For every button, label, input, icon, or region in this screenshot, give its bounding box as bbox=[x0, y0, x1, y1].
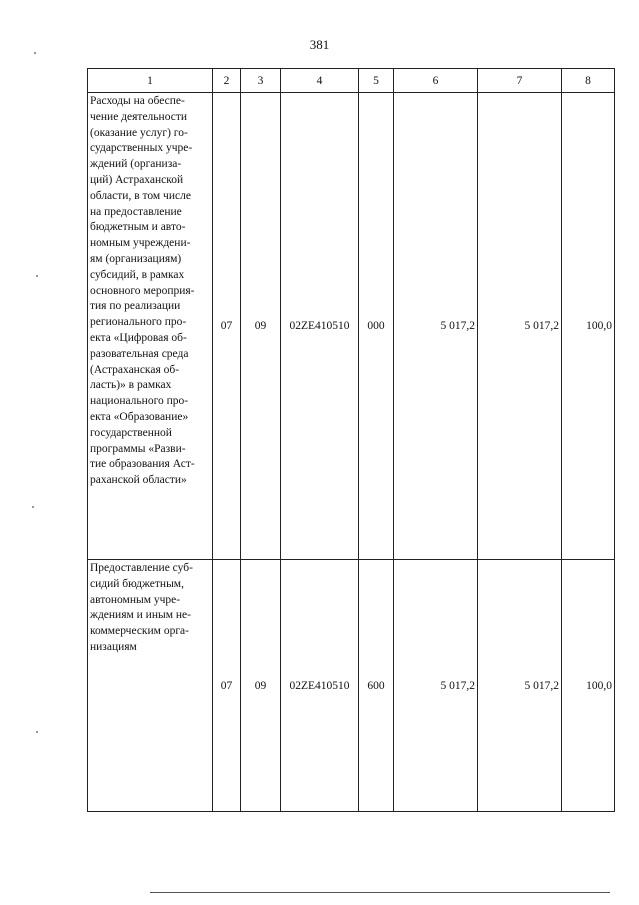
row-expense-type: 600 bbox=[359, 560, 394, 812]
table-row bbox=[88, 560, 615, 812]
header-cell-5: 5 bbox=[359, 69, 394, 93]
budget-table bbox=[87, 68, 615, 812]
table-row bbox=[88, 93, 615, 560]
header-cell-6: 6 bbox=[394, 69, 478, 93]
row-target-article: 02ZE410510 bbox=[281, 93, 359, 560]
scan-speck bbox=[34, 52, 36, 54]
scan-speck bbox=[32, 506, 34, 508]
header-cell-7: 7 bbox=[478, 69, 562, 93]
row-description: Расходы на обеспе- чение деятельности (оказание услуг) го- сударственных учре- ждений (организа- ций) Астраханской области, в том числе на предоставление бюджетным и авто- номным учреждени- ям (организациям) субсидий, в рамках основного мероприя- тия по реализации регионального про- екта «Цифровая об- разовательная среда (Астраханская об- ласть)» в рамках национального про- екта «Образование» государственной программы «Разви- тие образования Аст- раханской области» bbox=[88, 93, 213, 560]
header-cell-4: 4 bbox=[281, 69, 359, 93]
row-expense-type: 000 bbox=[359, 93, 394, 560]
row-amount-executed: 5 017,2 bbox=[478, 560, 562, 812]
row-percent: 100,0 bbox=[562, 560, 615, 812]
row-target-article: 02ZE410510 bbox=[281, 560, 359, 812]
footer-rule bbox=[150, 892, 610, 893]
row-amount-planned: 5 017,2 bbox=[394, 560, 478, 812]
scan-speck bbox=[36, 731, 38, 733]
row-amount-planned: 5 017,2 bbox=[394, 93, 478, 560]
row-amount-executed: 5 017,2 bbox=[478, 93, 562, 560]
row-section: 07 bbox=[213, 560, 241, 812]
header-cell-3: 3 bbox=[241, 69, 281, 93]
row-percent: 100,0 bbox=[562, 93, 615, 560]
row-subsection: 09 bbox=[241, 93, 281, 560]
header-cell-1: 1 bbox=[88, 69, 213, 93]
table-header-row bbox=[88, 69, 615, 93]
row-subsection: 09 bbox=[241, 560, 281, 812]
row-description: Предоставление суб- сидий бюджетным, автономным учре- ждениям и иным не- коммерческим орга- низациям bbox=[88, 560, 213, 812]
row-section: 07 bbox=[213, 93, 241, 560]
page-number: 381 bbox=[309, 37, 330, 52]
header-cell-2: 2 bbox=[213, 69, 241, 93]
header-cell-8: 8 bbox=[562, 69, 615, 93]
scan-speck bbox=[36, 275, 38, 277]
